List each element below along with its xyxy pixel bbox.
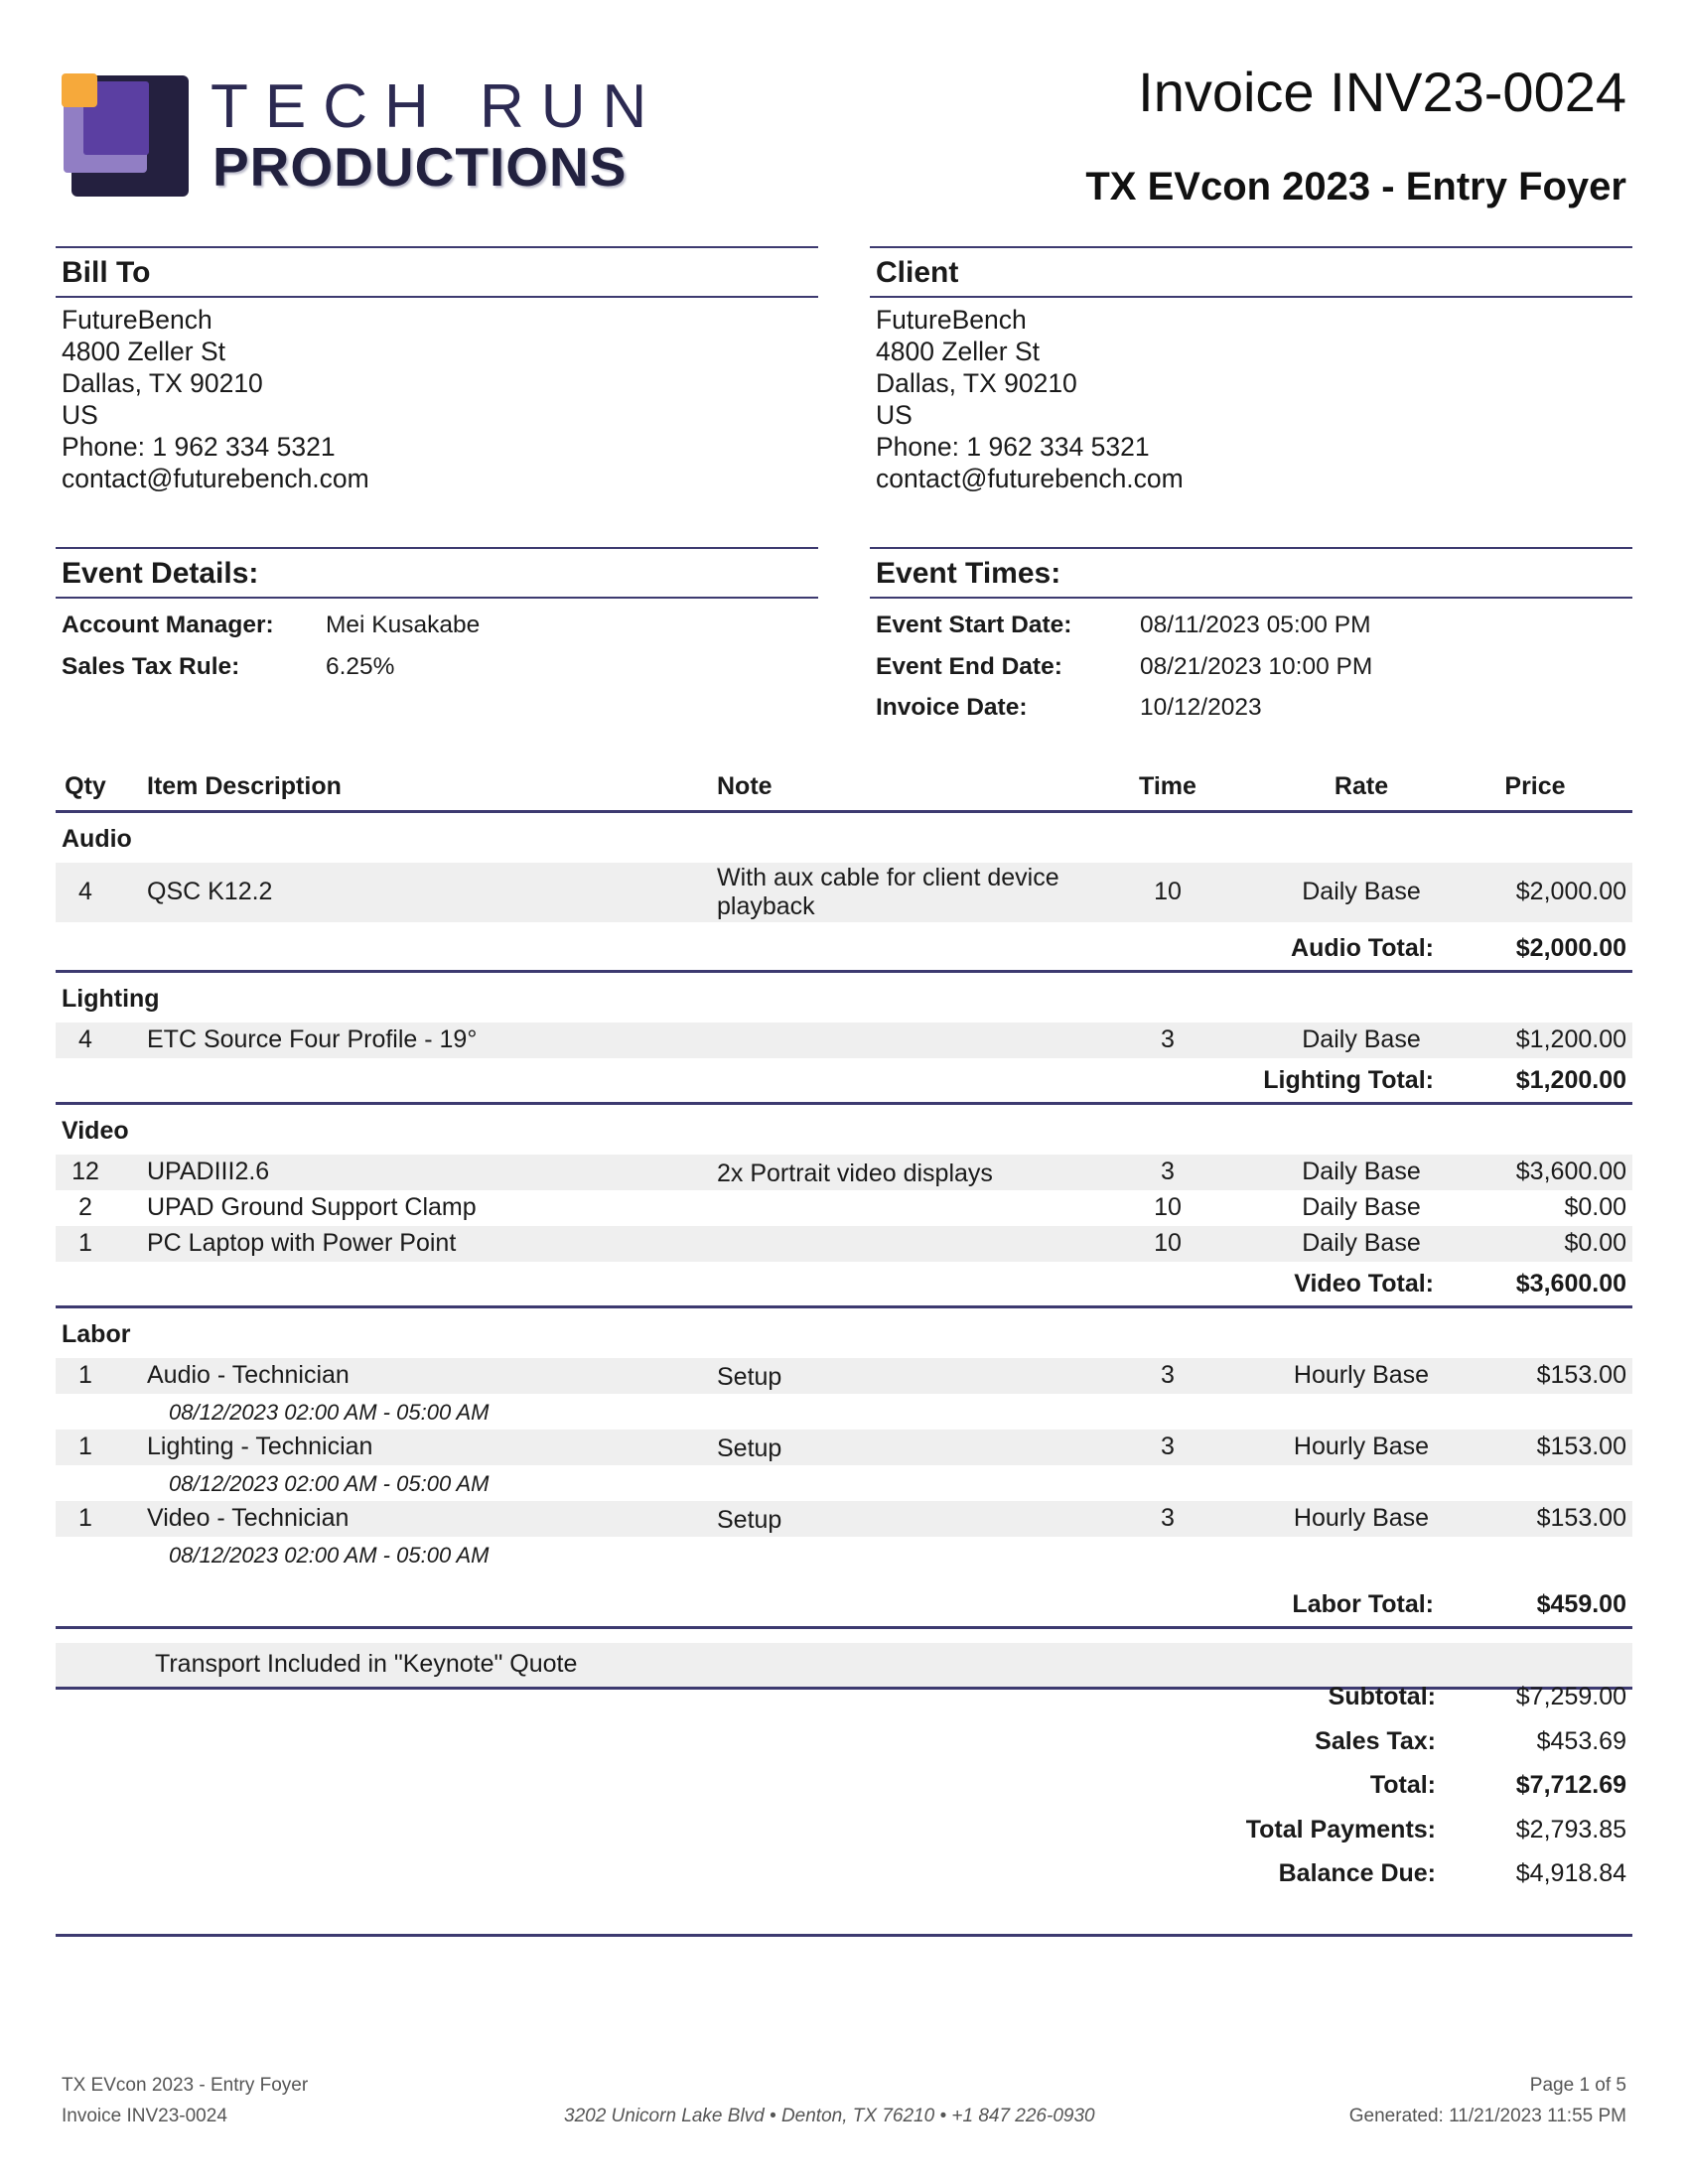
row-time: 3 — [1161, 1504, 1175, 1532]
sales-tax-rule-row — [56, 646, 818, 688]
account-manager-row — [56, 605, 818, 646]
event-end-value: 08/21/2023 10:00 PM — [1140, 652, 1373, 680]
balance-due-label: Balance Due: — [1278, 1859, 1436, 1887]
row-description: UPADIII2.6 — [147, 1158, 270, 1185]
bill-to-heading: Bill To — [56, 246, 818, 298]
total-label: Total: — [1369, 1771, 1436, 1799]
row-description: Audio - Technician — [147, 1361, 350, 1389]
header-qty: Qty — [65, 772, 106, 800]
event-end-label: Event End Date: — [876, 652, 1062, 680]
invoice-date-row — [870, 687, 1632, 729]
client-line: US — [876, 400, 913, 430]
labor-schedule-row — [56, 1465, 1632, 1501]
row-time: 10 — [1154, 1229, 1182, 1257]
transport-note: Transport Included in "Keynote" Quote — [155, 1650, 578, 1678]
table-row — [56, 1430, 1632, 1465]
balance-due-row — [838, 1859, 1632, 1904]
audio-total-label: Audio Total: — [1291, 934, 1434, 962]
row-note: 2x Portrait video displays — [717, 1160, 993, 1187]
table-header — [56, 764, 1632, 813]
labor-schedule-row — [56, 1394, 1632, 1430]
row-price: $153.00 — [1536, 1433, 1626, 1460]
row-time: 3 — [1161, 1433, 1175, 1460]
total-payments-row — [838, 1816, 1632, 1860]
event-details-heading: Event Details: — [56, 547, 818, 599]
bill-to-line: FutureBench — [62, 305, 212, 335]
labor-total-label: Labor Total: — [1292, 1590, 1434, 1618]
total-row — [838, 1771, 1632, 1816]
video-total-label: Video Total: — [1294, 1270, 1434, 1297]
sales-tax-rule-value: 6.25% — [326, 652, 395, 680]
footer-event: TX EVcon 2023 - Entry Foyer — [62, 2075, 309, 2096]
footer-generated: Generated: 11/21/2023 11:55 PM — [1348, 2106, 1626, 2126]
event-end-row — [870, 646, 1632, 688]
labor-schedule-row — [56, 1537, 1632, 1572]
labor-total-row — [56, 1582, 1632, 1629]
row-description: ETC Source Four Profile - 19° — [147, 1025, 478, 1053]
table-row — [56, 1023, 1632, 1058]
event-times-heading: Event Times: — [870, 547, 1632, 599]
row-time: 3 — [1161, 1158, 1175, 1185]
event-start-label: Event Start Date: — [876, 612, 1072, 638]
subtotal-label: Subtotal: — [1328, 1683, 1436, 1710]
event-times-section — [870, 547, 1632, 729]
bill-to-line: Dallas, TX 90210 — [62, 368, 263, 398]
invoice-date-label: Invoice Date: — [876, 694, 1028, 721]
row-price: $0.00 — [1564, 1193, 1626, 1221]
company-name-top: TECH RUN — [211, 72, 664, 141]
balance-due-value: $4,918.84 — [1515, 1859, 1626, 1887]
row-description: QSC K12.2 — [147, 878, 273, 905]
video-total-value: $3,600.00 — [1515, 1270, 1626, 1297]
row-price: $1,200.00 — [1515, 1025, 1626, 1053]
row-description: PC Laptop with Power Point — [147, 1229, 457, 1257]
event-start-value: 08/11/2023 05:00 PM — [1140, 612, 1371, 638]
row-description: Video - Technician — [147, 1504, 350, 1532]
lighting-total-row — [56, 1058, 1632, 1105]
header-note: Note — [717, 772, 773, 800]
row-qty: 1 — [78, 1504, 92, 1532]
header-rate: Rate — [1334, 772, 1389, 800]
client-line: 4800 Zeller St — [876, 337, 1040, 366]
labor-schedule: 08/12/2023 02:00 AM - 05:00 AM — [169, 1543, 490, 1568]
row-qty: 1 — [78, 1433, 92, 1460]
row-qty: 1 — [78, 1229, 92, 1257]
client-line: Phone: 1 962 334 5321 — [876, 432, 1150, 462]
bill-to-line: Phone: 1 962 334 5321 — [62, 432, 336, 462]
footer-page: Page 1 of 5 — [1529, 2075, 1626, 2096]
line-items-table — [56, 764, 1632, 1690]
row-rate: Daily Base — [1302, 1193, 1421, 1221]
row-rate: Daily Base — [1302, 1025, 1421, 1053]
row-rate: Hourly Base — [1293, 1361, 1430, 1389]
sales-tax-rule-label: Sales Tax Rule: — [62, 652, 240, 680]
category-video: Video — [62, 1117, 129, 1145]
client-section — [870, 246, 1632, 494]
total-value: $7,712.69 — [1515, 1771, 1626, 1799]
row-qty: 4 — [78, 1025, 92, 1053]
bill-to-section — [56, 246, 818, 494]
sales-tax-label: Sales Tax: — [1315, 1726, 1436, 1755]
client-line: Dallas, TX 90210 — [876, 368, 1077, 398]
video-total-row — [56, 1262, 1632, 1308]
header-description: Item Description — [147, 772, 342, 800]
event-title: TX EVcon 2023 - Entry Foyer — [1085, 165, 1626, 208]
row-price: $0.00 — [1564, 1229, 1626, 1257]
category-labor: Labor — [62, 1320, 131, 1348]
sales-tax-value: $453.69 — [1536, 1726, 1626, 1755]
invoice-date-value: 10/12/2023 — [1140, 694, 1262, 721]
row-rate: Daily Base — [1302, 1229, 1421, 1257]
labor-schedule: 08/12/2023 02:00 AM - 05:00 AM — [169, 1400, 490, 1425]
labor-schedule: 08/12/2023 02:00 AM - 05:00 AM — [169, 1471, 490, 1496]
row-qty: 2 — [78, 1193, 92, 1221]
client-address — [870, 298, 1632, 494]
row-time: 10 — [1154, 878, 1182, 905]
row-rate: Daily Base — [1302, 878, 1421, 905]
lighting-total-label: Lighting Total: — [1263, 1066, 1434, 1094]
total-payments-value: $2,793.85 — [1515, 1815, 1626, 1843]
table-row — [56, 1358, 1632, 1394]
row-note: Setup — [717, 1434, 782, 1462]
bill-to-line: US — [62, 400, 98, 430]
row-time: 10 — [1154, 1193, 1182, 1221]
subtotal-row — [838, 1683, 1632, 1727]
row-note: Setup — [717, 1363, 782, 1391]
row-price: $2,000.00 — [1515, 878, 1626, 905]
header-time: Time — [1139, 772, 1196, 800]
footer-address: 3202 Unicorn Lake Blvd • Denton, TX 76210 • +1 847 226-0930 — [564, 2106, 1095, 2126]
bill-to-address — [56, 298, 818, 494]
row-rate: Daily Base — [1302, 1158, 1421, 1185]
row-description: UPAD Ground Support Clamp — [147, 1193, 477, 1221]
row-qty: 4 — [78, 878, 92, 905]
account-manager-value: Mei Kusakabe — [326, 612, 481, 638]
bill-to-line: 4800 Zeller St — [62, 337, 225, 366]
row-note: With aux cable for client device playback — [717, 864, 1059, 920]
row-time: 3 — [1161, 1361, 1175, 1389]
row-rate: Hourly Base — [1293, 1433, 1430, 1460]
client-line: FutureBench — [876, 305, 1027, 335]
total-payments-label: Total Payments: — [1245, 1815, 1436, 1843]
row-price: $3,600.00 — [1515, 1158, 1626, 1185]
audio-total-value: $2,000.00 — [1515, 934, 1626, 962]
subtotal-value: $7,259.00 — [1515, 1683, 1626, 1710]
category-lighting: Lighting — [62, 985, 160, 1013]
company-name-bottom: PRODUCTIONS — [212, 136, 628, 198]
logo-mark-icon — [62, 71, 191, 201]
row-note: Setup — [717, 1506, 782, 1534]
table-row — [56, 1155, 1632, 1190]
lighting-total-value: $1,200.00 — [1515, 1066, 1626, 1094]
client-line: contact@futurebench.com — [876, 464, 1184, 493]
row-price: $153.00 — [1536, 1361, 1626, 1389]
table-row — [56, 1226, 1632, 1262]
event-start-row — [870, 605, 1632, 646]
account-manager-label: Account Manager: — [62, 612, 274, 638]
bottom-divider — [56, 1934, 1632, 1937]
company-logo — [62, 71, 664, 201]
row-qty: 1 — [78, 1361, 92, 1389]
footer-invoice: Invoice INV23-0024 — [62, 2106, 227, 2126]
table-row — [56, 1501, 1632, 1537]
bill-to-line: contact@futurebench.com — [62, 464, 369, 493]
header-price: Price — [1504, 772, 1566, 800]
invoice-title: Invoice INV23-0024 — [1138, 61, 1626, 123]
row-time: 3 — [1161, 1025, 1175, 1053]
labor-total-value: $459.00 — [1536, 1590, 1626, 1618]
totals-block — [838, 1683, 1632, 1904]
table-row — [56, 1190, 1632, 1226]
audio-total-row — [56, 926, 1632, 973]
event-details-section — [56, 547, 818, 687]
row-rate: Hourly Base — [1293, 1504, 1430, 1532]
row-description: Lighting - Technician — [147, 1433, 373, 1460]
row-price: $153.00 — [1536, 1504, 1626, 1532]
category-audio: Audio — [62, 825, 132, 853]
table-row — [56, 863, 1632, 922]
client-heading: Client — [870, 246, 1632, 298]
row-qty: 12 — [71, 1158, 99, 1185]
sales-tax-row — [838, 1727, 1632, 1772]
